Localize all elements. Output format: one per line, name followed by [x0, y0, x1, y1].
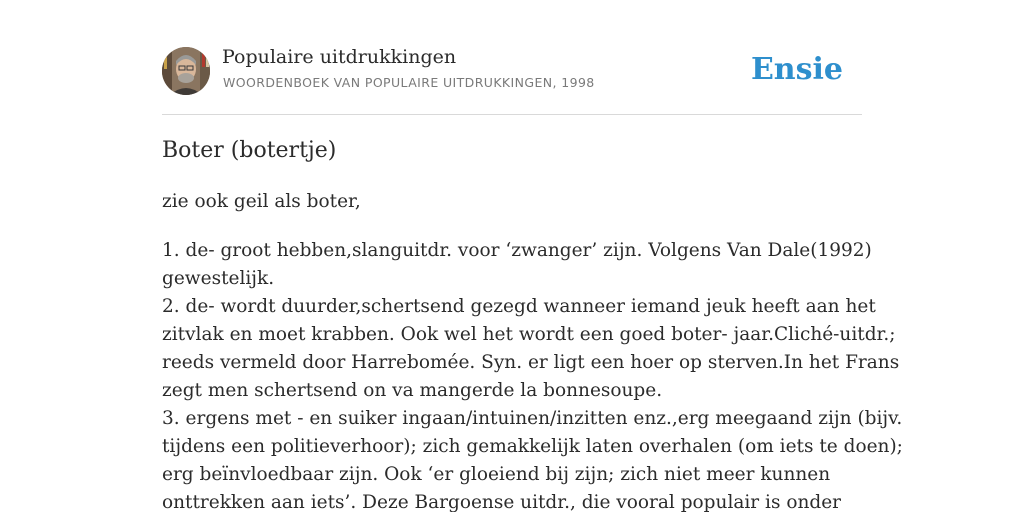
author-portrait-image [162, 47, 210, 95]
author-avatar[interactable] [162, 47, 210, 95]
entry-body-line: tijdens een politieverhoor); zich gemakkelijk laten overhalen (om iets te doen); [162, 436, 903, 457]
entry-body-line: erg beïnvloedbaar zijn. Ook ‘er gloeiend bij zijn; zich niet meer kunnen [162, 464, 831, 485]
entry-body-line: gewestelijk. [162, 268, 275, 289]
entry-body [162, 237, 903, 512]
page [162, 0, 903, 512]
ensie-logo-link[interactable]: Ensie [750, 52, 843, 87]
entry-body-line: zegt men schertsend on va mangerde la bonnesoupe. [162, 380, 663, 401]
entry-intro: zie ook geil als boter, [162, 191, 361, 212]
source-subtitle: WOORDENBOEK VAN POPULAIRE UITDRUKKINGEN, 1998 [223, 75, 595, 90]
entry-body-line: onttrekken aan iets’. Deze Bargoense uitdr., die vooral populair is onder [162, 492, 842, 512]
entry-body-line: 1. de- groot hebben,slanguitdr. voor ‘zwanger’ zijn. Volgens Van Dale(1992) [162, 240, 872, 261]
source-title[interactable]: Populaire uitdrukkingen [222, 46, 457, 68]
entry-body-line: zitvlak en moet krabben. Ook wel het wordt een goed boter- jaar.Cliché-uitdr.; [162, 324, 896, 345]
entry-body-line: 2. de- wordt duurder,schertsend gezegd wanneer iemand jeuk heeft aan het [162, 296, 876, 317]
entry-body-line: 3. ergens met - en suiker ingaan/intuinen/inzitten enz.,erg meegaand zijn (bijv. [162, 408, 903, 429]
source-header [162, 0, 862, 115]
entry-body-line: reeds vermeld door Harrebomée. Syn. er ligt een hoer op sterven.In het Frans [162, 352, 900, 373]
entry-title: Boter (botertje) [162, 138, 337, 163]
